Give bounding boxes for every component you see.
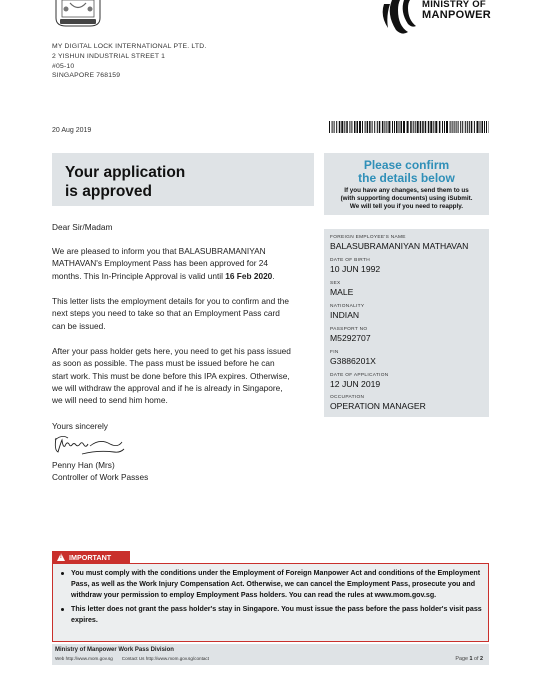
footer-division: Ministry of Manpower Work Pass Division bbox=[55, 647, 174, 653]
barcode-bar bbox=[417, 121, 419, 133]
field-nationality-value: INDIAN bbox=[330, 310, 360, 320]
field-name-label: FOREIGN EMPLOYEE'S NAME bbox=[330, 235, 406, 240]
barcode-bar bbox=[394, 121, 395, 133]
barcode-bar bbox=[399, 121, 400, 133]
bullet-icon bbox=[61, 608, 64, 611]
bullet-icon bbox=[61, 572, 64, 575]
barcode-bar bbox=[454, 121, 455, 133]
barcode-bar bbox=[392, 121, 393, 133]
footer-links bbox=[55, 656, 209, 661]
footer-contact-label: Contact Us bbox=[121, 656, 145, 661]
barcode-bar bbox=[486, 121, 487, 133]
field-dob-value: 10 JUN 1992 bbox=[330, 264, 381, 274]
paragraph-instructions-line-1: After your pass holder gets here, you need to get his pass issued bbox=[52, 346, 291, 356]
barcode-bar bbox=[334, 121, 335, 133]
field-occupation bbox=[330, 395, 426, 412]
barcode-bar bbox=[332, 121, 333, 133]
footer-contact-link[interactable]: http://www.mom.gov.sg/contact bbox=[145, 656, 209, 661]
logo-line-1: MINISTRY OF bbox=[422, 0, 486, 10]
page-of: of bbox=[474, 656, 479, 662]
barcode-bar bbox=[430, 121, 432, 133]
field-nationality-label: NATIONALITY bbox=[330, 304, 365, 309]
barcode-bar bbox=[384, 121, 385, 133]
mom-logo bbox=[378, 0, 490, 36]
field-application-date bbox=[330, 373, 389, 390]
barcode-bar bbox=[452, 121, 453, 133]
salutation: Dear Sir/Madam bbox=[52, 222, 113, 232]
barcode-bar bbox=[351, 121, 352, 133]
recipient-city: SINGAPORE 768159 bbox=[52, 72, 121, 80]
field-passport-label: PASSPORT NO bbox=[330, 327, 368, 332]
barcode-bar bbox=[446, 121, 448, 133]
barcode-bar bbox=[396, 121, 398, 133]
recipient-street: 2 YISHUN INDUSTRIAL STREET 1 bbox=[52, 52, 166, 60]
letter-date: 20 Aug 2019 bbox=[52, 127, 92, 134]
barcode-bar bbox=[439, 121, 441, 133]
barcode-bar bbox=[382, 121, 384, 133]
paragraph-approval-line-3 bbox=[52, 270, 314, 282]
barcode bbox=[329, 121, 489, 133]
page-label: Page bbox=[455, 656, 468, 662]
field-fin bbox=[330, 350, 376, 367]
barcode-bar bbox=[458, 121, 459, 133]
barcode-bar bbox=[372, 121, 373, 133]
barcode-bar bbox=[349, 121, 350, 133]
barcode-bar bbox=[435, 121, 437, 133]
field-sex-value: MALE bbox=[330, 287, 354, 297]
paragraph-approval-line-2: MATHAVAN's Employment Pass has been approved for 24 bbox=[52, 258, 269, 269]
barcode-bar bbox=[386, 121, 387, 133]
paragraph-instructions-line-3: start work. This must be done before this IPA expires. Otherwise, bbox=[52, 370, 290, 381]
paragraph-details-line-1: This letter lists the employment details for you to confirm and the bbox=[52, 296, 290, 306]
barcode-bar bbox=[474, 121, 475, 133]
approval-heading-line-2: is approved bbox=[65, 183, 152, 200]
employee-details-panel bbox=[324, 229, 489, 417]
barcode-bar bbox=[462, 121, 463, 133]
barcode-bar bbox=[377, 121, 378, 133]
field-fin-label: FIN bbox=[330, 350, 339, 355]
important-item bbox=[53, 604, 488, 626]
barcode-bar bbox=[420, 121, 422, 133]
barcode-bar bbox=[401, 121, 403, 133]
page-current: 1 bbox=[469, 656, 473, 662]
page-total: 2 bbox=[480, 656, 483, 662]
barcode-bar bbox=[465, 121, 466, 133]
barcode-bar bbox=[456, 121, 457, 133]
barcode-bar bbox=[480, 121, 481, 133]
barcode-bar bbox=[477, 121, 479, 133]
barcode-bar bbox=[410, 121, 412, 133]
recipient-unit: #05-10 bbox=[52, 62, 75, 70]
barcode-bar bbox=[444, 121, 445, 133]
validity-period: . bbox=[272, 270, 275, 281]
field-dob-label: DATE OF BIRTH bbox=[330, 258, 370, 263]
barcode-bar bbox=[339, 121, 341, 133]
barcode-bar bbox=[365, 121, 366, 133]
barcode-bar bbox=[346, 121, 348, 133]
signer-block bbox=[52, 459, 148, 484]
barcode-bar bbox=[336, 121, 337, 133]
approval-status-box bbox=[52, 153, 314, 206]
barcode-bar bbox=[367, 121, 369, 133]
paragraph-approval bbox=[52, 245, 314, 282]
barcode-bar bbox=[425, 121, 427, 133]
important-list bbox=[53, 568, 488, 626]
paragraph-details-line-3: can be issued. bbox=[52, 320, 106, 331]
barcode-bar bbox=[467, 121, 468, 133]
recipient-address bbox=[52, 42, 206, 81]
barcode-bar bbox=[374, 121, 375, 133]
paragraph-instructions bbox=[52, 345, 314, 406]
field-nationality bbox=[330, 304, 364, 321]
validity-text: months. This In-Principle Approval is valid until bbox=[52, 270, 226, 281]
barcode-bar bbox=[450, 121, 451, 133]
barcode-bar bbox=[484, 121, 485, 133]
confirm-heading bbox=[324, 159, 489, 184]
field-application-date-value: 12 JUN 2019 bbox=[330, 379, 381, 389]
barcode-bar bbox=[403, 121, 405, 133]
paragraph-details-line-2: next steps you need to take so that an Employment Pass card bbox=[52, 308, 280, 319]
field-dob bbox=[330, 258, 380, 275]
approval-heading bbox=[65, 163, 185, 201]
barcode-bar bbox=[359, 121, 361, 133]
paragraph-instructions-line-4: we will withdraw the approval and if he is already in Singapore, bbox=[52, 382, 283, 393]
confirm-note bbox=[324, 187, 489, 211]
barcode-bar bbox=[471, 121, 473, 133]
approval-heading-line-1: Your application bbox=[65, 164, 186, 181]
page-footer bbox=[52, 644, 489, 665]
signer-name: Penny Han (Mrs) bbox=[52, 460, 115, 470]
barcode-bar bbox=[369, 121, 371, 133]
barcode-bar bbox=[407, 121, 409, 133]
important-item-text: This letter does not grant the pass holder's stay in Singapore. You must issue the pass before the pass holder's visit pass expires. bbox=[71, 605, 482, 624]
barcode-bar bbox=[362, 121, 363, 133]
confirm-details-box bbox=[324, 153, 489, 215]
warning-icon bbox=[57, 553, 65, 561]
barcode-bar bbox=[354, 121, 356, 133]
field-fin-value: G3886201X bbox=[330, 356, 376, 366]
singapore-crest-logo bbox=[52, 0, 104, 30]
confirm-heading-line-2: the details below bbox=[358, 170, 455, 185]
barcode-bar bbox=[413, 121, 414, 133]
important-label: IMPORTANT bbox=[69, 553, 112, 562]
valid-until-date: 16 Feb 2020 bbox=[225, 270, 273, 281]
handwritten-signature bbox=[52, 432, 126, 458]
confirm-note-line-2: (with supporting documents) using iSubmit. bbox=[340, 195, 473, 202]
field-passport bbox=[330, 327, 371, 344]
barcode-bar bbox=[344, 121, 345, 133]
barcode-bar bbox=[388, 121, 390, 133]
barcode-bar bbox=[482, 121, 484, 133]
field-occupation-label: OCCUPATION bbox=[330, 395, 365, 400]
field-occupation-value: OPERATION MANAGER bbox=[330, 401, 426, 411]
barcode-bar bbox=[428, 121, 430, 133]
logo-line-2: MANPOWER bbox=[422, 9, 492, 21]
recipient-company: MY DIGITAL LOCK INTERNATIONAL PTE. LTD. bbox=[52, 43, 207, 50]
barcode-bar bbox=[460, 121, 461, 133]
signer-title: Controller of Work Passes bbox=[52, 472, 149, 483]
barcode-bar bbox=[433, 121, 434, 133]
barcode-bar bbox=[415, 121, 416, 133]
paragraph-instructions-line-2: as soon as possible. The pass must be issued before he can bbox=[52, 358, 275, 369]
field-sex bbox=[330, 281, 353, 298]
field-sex-label: SEX bbox=[330, 281, 341, 286]
closing: Yours sincerely bbox=[52, 421, 108, 431]
barcode-bar bbox=[329, 121, 330, 133]
barcode-bar bbox=[469, 121, 470, 133]
field-name-value: BALASUBRAMANIYAN MATHAVAN bbox=[330, 241, 469, 251]
page-number bbox=[455, 656, 483, 662]
field-name bbox=[330, 235, 468, 252]
paragraph-instructions-line-5: we will need to send him home. bbox=[52, 395, 168, 406]
barcode-bar bbox=[442, 121, 443, 133]
field-passport-value: M5292707 bbox=[330, 333, 371, 343]
field-application-date-label: DATE OF APPLICATION bbox=[330, 373, 389, 378]
barcode-bar bbox=[422, 121, 424, 133]
paragraph-approval-line-1: We are pleased to inform you that BALASUBRAMANIYAN bbox=[52, 246, 266, 256]
barcode-bar bbox=[357, 121, 359, 133]
footer-web-label: Web bbox=[55, 656, 65, 661]
barcode-bar bbox=[379, 121, 381, 133]
confirm-note-line-1: If you have any changes, send them to us bbox=[344, 187, 469, 194]
paragraph-details bbox=[52, 295, 314, 332]
important-item bbox=[53, 568, 488, 601]
important-item-text: You must comply with the conditions under the Employment of Foreign Manpower Act and conditions of the Employment Pass, as well as the Work Injury Compensation Act. Otherwise, we can cancel the Employment Pass, prosecute you and withdraw your permission to employ Employment Pass holders. You can read the rules at www.mom.gov.sg. bbox=[71, 569, 481, 599]
confirm-note-line-3: We will tell you if you need to reapply. bbox=[349, 203, 464, 210]
footer-web-link[interactable]: http://www.mom.gov.sg bbox=[65, 656, 113, 661]
important-notice-box bbox=[52, 563, 489, 642]
confirm-heading-line-1: Please confirm bbox=[363, 158, 450, 172]
barcode-bar bbox=[341, 121, 343, 133]
